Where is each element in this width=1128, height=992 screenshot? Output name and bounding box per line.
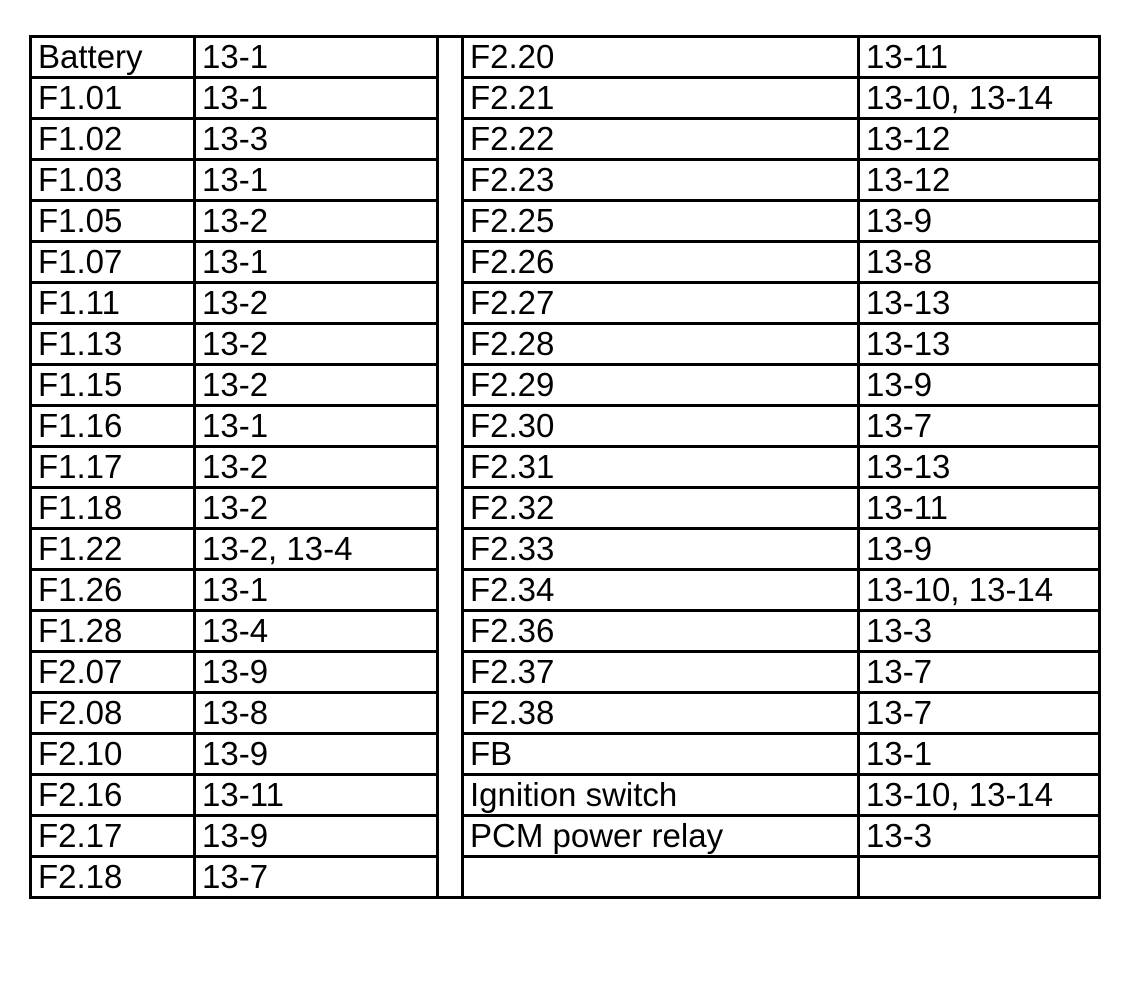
right-item-cell: Ignition switch	[463, 775, 859, 816]
right-figures-cell: 13-12	[859, 160, 1100, 201]
right-figures-cell: 13-1	[859, 734, 1100, 775]
left-figures-cell: 13-3	[195, 119, 438, 160]
left-item-cell: F2.10	[31, 734, 195, 775]
left-figures-cell: 13-2	[195, 488, 438, 529]
left-figures-cell: 13-1	[195, 37, 438, 78]
left-item-cell: F1.01	[31, 78, 195, 119]
right-figures-cell: 13-10, 13-14	[859, 78, 1100, 119]
right-item-cell: F2.30	[463, 406, 859, 447]
right-item-cell: F2.28	[463, 324, 859, 365]
left-item-cell: Battery	[31, 37, 195, 78]
left-figures-cell: 13-2	[195, 201, 438, 242]
left-item-cell: F1.13	[31, 324, 195, 365]
left-item-cell: F2.17	[31, 816, 195, 857]
right-item-cell: FB	[463, 734, 859, 775]
left-item-cell: F2.16	[31, 775, 195, 816]
left-figures-cell: 13-2	[195, 283, 438, 324]
left-item-cell: F1.28	[31, 611, 195, 652]
left-figures-cell: 13-1	[195, 406, 438, 447]
table-row	[31, 693, 1100, 734]
right-item-cell: F2.33	[463, 529, 859, 570]
table-row	[31, 160, 1100, 201]
right-item-cell: F2.37	[463, 652, 859, 693]
right-item-cell: F2.20	[463, 37, 859, 78]
right-figures-cell: 13-3	[859, 611, 1100, 652]
right-item-cell: F2.38	[463, 693, 859, 734]
left-item-cell: F1.16	[31, 406, 195, 447]
right-figures-cell: 13-7	[859, 406, 1100, 447]
right-item-cell: F2.21	[463, 78, 859, 119]
left-figures-cell: 13-7	[195, 857, 438, 898]
table-row	[31, 570, 1100, 611]
table-row	[31, 242, 1100, 283]
right-figures-cell: 13-9	[859, 201, 1100, 242]
left-item-cell: F1.26	[31, 570, 195, 611]
right-item-cell: F2.31	[463, 447, 859, 488]
table-row	[31, 447, 1100, 488]
right-figures-cell: 13-12	[859, 119, 1100, 160]
left-figures-cell: 13-9	[195, 816, 438, 857]
right-item-cell: F2.34	[463, 570, 859, 611]
right-figures-cell	[859, 857, 1100, 898]
left-item-cell: F1.02	[31, 119, 195, 160]
left-figures-cell: 13-2, 13-4	[195, 529, 438, 570]
right-item-cell: PCM power relay	[463, 816, 859, 857]
column-divider	[438, 37, 463, 898]
right-figures-cell: 13-13	[859, 283, 1100, 324]
table-row	[31, 816, 1100, 857]
left-figures-cell: 13-1	[195, 570, 438, 611]
left-figures-cell: 13-9	[195, 652, 438, 693]
left-item-cell: F1.03	[31, 160, 195, 201]
left-figures-cell: 13-4	[195, 611, 438, 652]
right-item-cell: F2.25	[463, 201, 859, 242]
left-figures-cell: 13-2	[195, 324, 438, 365]
right-item-cell: F2.36	[463, 611, 859, 652]
left-figures-cell: 13-11	[195, 775, 438, 816]
right-item-cell: F2.26	[463, 242, 859, 283]
left-figures-cell: 13-1	[195, 78, 438, 119]
left-figures-cell: 13-9	[195, 734, 438, 775]
left-item-cell: F2.07	[31, 652, 195, 693]
table-row	[31, 652, 1100, 693]
left-item-cell: F1.18	[31, 488, 195, 529]
table-row	[31, 857, 1100, 898]
table-row	[31, 775, 1100, 816]
left-item-cell: F1.22	[31, 529, 195, 570]
right-figures-cell: 13-7	[859, 693, 1100, 734]
left-item-cell: F1.15	[31, 365, 195, 406]
left-item-cell: F1.11	[31, 283, 195, 324]
left-figures-cell: 13-2	[195, 447, 438, 488]
table-row	[31, 37, 1100, 78]
right-figures-cell: 13-10, 13-14	[859, 775, 1100, 816]
table-row	[31, 201, 1100, 242]
right-figures-cell: 13-3	[859, 816, 1100, 857]
right-figures-cell: 13-11	[859, 37, 1100, 78]
left-figures-cell: 13-1	[195, 160, 438, 201]
right-item-cell	[463, 857, 859, 898]
right-item-cell: F2.32	[463, 488, 859, 529]
left-item-cell: F1.07	[31, 242, 195, 283]
table-row	[31, 529, 1100, 570]
right-figures-cell: 13-10, 13-14	[859, 570, 1100, 611]
left-item-cell: F2.18	[31, 857, 195, 898]
left-figures-cell: 13-1	[195, 242, 438, 283]
table-row	[31, 734, 1100, 775]
right-item-cell: F2.22	[463, 119, 859, 160]
table-row	[31, 611, 1100, 652]
right-figures-cell: 13-13	[859, 447, 1100, 488]
table-row	[31, 119, 1100, 160]
right-item-cell: F2.27	[463, 283, 859, 324]
right-figures-cell: 13-9	[859, 365, 1100, 406]
right-figures-cell: 13-11	[859, 488, 1100, 529]
left-item-cell: F1.17	[31, 447, 195, 488]
right-item-cell: F2.23	[463, 160, 859, 201]
table-row	[31, 78, 1100, 119]
left-figures-cell: 13-2	[195, 365, 438, 406]
table-row	[31, 488, 1100, 529]
right-figures-cell: 13-7	[859, 652, 1100, 693]
table-body	[31, 37, 1100, 898]
right-figures-cell: 13-8	[859, 242, 1100, 283]
right-item-cell: F2.29	[463, 365, 859, 406]
table-row	[31, 365, 1100, 406]
table-row	[31, 406, 1100, 447]
left-item-cell: F1.05	[31, 201, 195, 242]
left-item-cell: F2.08	[31, 693, 195, 734]
left-figures-cell: 13-8	[195, 693, 438, 734]
right-figures-cell: 13-9	[859, 529, 1100, 570]
table-row	[31, 324, 1100, 365]
table-row	[31, 283, 1100, 324]
right-figures-cell: 13-13	[859, 324, 1100, 365]
component-index-table	[29, 35, 1101, 899]
